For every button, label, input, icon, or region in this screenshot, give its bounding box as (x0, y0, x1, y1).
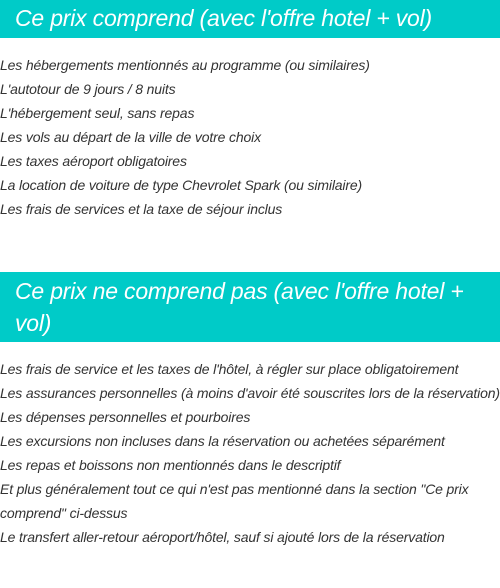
list-item: Et plus généralement tout ce qui n'est pas mentionné dans la section "Ce prix comprend" ci-dessus (0, 481, 469, 521)
included-section (0, 0, 500, 221)
list-item: L'hébergement seul, sans repas (0, 105, 195, 121)
list-item: Les frais de service et les taxes de l'hôtel, à régler sur place obligatoirement (0, 361, 459, 377)
list-item: Les vols au départ de la ville de votre choix (0, 129, 261, 145)
excluded-list (0, 342, 500, 549)
list-item: Les dépenses personnelles et pourboires (0, 409, 251, 425)
list-item: Les repas et boissons non mentionnés dans le descriptif (0, 457, 341, 473)
list-item: Le transfert aller-retour aéroport/hôtel, sauf si ajouté lors de la réservation (0, 529, 445, 545)
list-item: L'autotour de 9 jours / 8 nuits (0, 81, 176, 97)
list-item: Les frais de services et la taxe de séjour inclus (0, 201, 283, 217)
list-item: Les assurances personnelles (à moins d'avoir été souscrites lors de la réservation) (0, 385, 500, 401)
included-list (0, 38, 500, 221)
included-section-title: Ce prix comprend (avec l'offre hotel + vol) (0, 0, 500, 38)
list-item: Les excursions non incluses dans la réservation ou achetées séparément (0, 433, 445, 449)
list-item: Les taxes aéroport obligatoires (0, 153, 187, 169)
list-item: La location de voiture de type Chevrolet Spark (ou similaire) (0, 177, 363, 193)
list-item: Les hébergements mentionnés au programme (ou similaires) (0, 57, 370, 73)
excluded-section-title: Ce prix ne comprend pas (avec l'offre hotel + vol) (0, 272, 500, 342)
excluded-section (0, 272, 500, 549)
